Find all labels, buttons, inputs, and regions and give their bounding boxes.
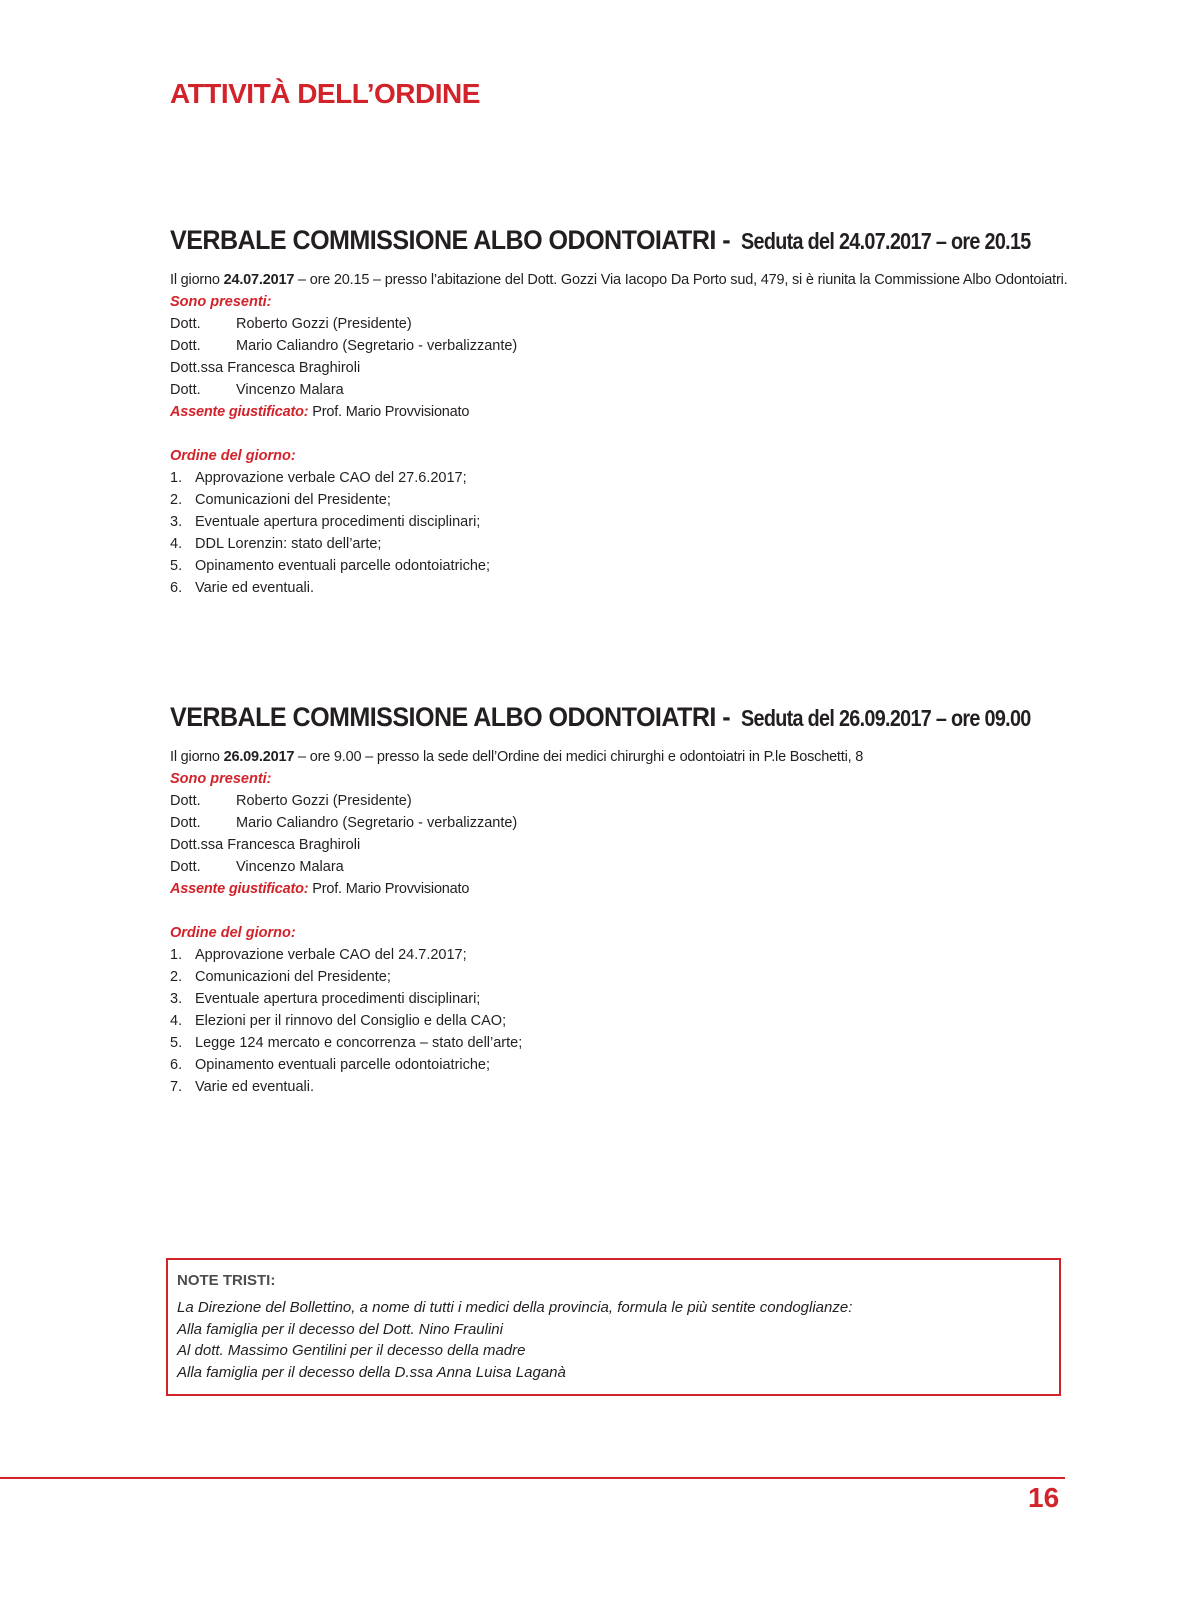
agenda-label: Ordine del giorno: [170,448,296,464]
meeting-title-main: VERBALE COMMISSIONE ALBO ODONTOIATRI - [170,702,731,732]
meeting-title-session: Seduta del 24.07.2017 – ore 20.15 [740,228,1031,254]
member-name: Vincenzo Malara [236,382,344,398]
agenda-item [170,467,1070,489]
agenda-number: 1. [170,470,183,486]
note-line: La Direzione del Bollettino, a nome di tutti i medici della provincia, formula le più sentite condoglianze: [177,1299,853,1316]
member-name: Dott.ssa Francesca Braghiroli [170,360,361,376]
page-number: 16 [1028,1482,1060,1513]
member-name: Mario Caliandro (Segretario - verbalizzante) [236,338,518,354]
agenda-number: 4. [170,536,183,552]
agenda-text: Elezioni per il rinnovo del Consiglio e della CAO; [195,1013,507,1029]
absent-label: Assente giustificato: [170,404,309,420]
intro-text: – ore 20.15 – presso l’abitazione del Dott. Gozzi Via Iacopo Da Porto sud, 479, si è riunita la Commissione Albo Odontoiatri. [294,272,1068,288]
member-name: Vincenzo Malara [236,859,344,875]
footer-divider [0,1477,1065,1479]
present-label: Sono presenti: [170,294,272,310]
meeting-title-main: VERBALE COMMISSIONE ALBO ODONTOIATRI - [170,225,731,255]
member-title: Dott. [170,382,201,398]
member-name: Roberto Gozzi (Presidente) [236,793,412,809]
intro-prefix: Il giorno [170,749,224,765]
present-member [170,856,1070,878]
condolences-note-box [166,1258,1061,1396]
agenda-number: 3. [170,514,183,530]
absent-name: Prof. Mario Provvisionato [308,404,470,420]
agenda-item [170,489,1070,511]
note-line: Alla famiglia per il decesso della D.ssa Anna Luisa Laganà [177,1363,566,1381]
member-name: Roberto Gozzi (Presidente) [236,316,412,332]
meeting-intro [170,269,1070,291]
agenda-item [170,944,1070,966]
agenda-item [170,577,1070,599]
intro-text: – ore 9.00 – presso la sede dell’Ordine dei medici chirurghi e odontoiatri in P.le Boschetti, 8 [294,749,864,765]
section-header: ATTIVITÀ DELL’ORDINE [170,78,480,109]
agenda-list [170,467,1070,599]
meeting-date: 24.07.2017 [223,272,295,288]
agenda-text: Varie ed eventuali. [195,580,315,596]
agenda-item [170,988,1070,1010]
agenda-text: Approvazione verbale CAO del 24.7.2017; [195,947,467,963]
agenda-item [170,1010,1070,1032]
meeting-date: 26.09.2017 [223,749,295,765]
agenda-item [170,555,1070,577]
agenda-number: 3. [170,991,183,1007]
present-list [170,313,1070,401]
present-member [170,812,1070,834]
agenda-number: 6. [170,1057,183,1073]
agenda-text: Comunicazioni del Presidente; [195,969,391,985]
meeting-title-session: Seduta del 26.09.2017 – ore 09.00 [740,705,1031,731]
meeting-minutes-2 [170,698,1070,1098]
agenda-text: Eventuale apertura procedimenti disciplinari; [195,514,481,530]
agenda-number: 5. [170,558,183,574]
member-title: Dott. [170,859,201,875]
agenda-text: Opinamento eventuali parcelle odontoiatriche; [195,1057,491,1073]
present-member [170,790,1070,812]
present-member [170,313,1070,335]
note-line: Al dott. Massimo Gentilini per il decesso della madre [177,1342,526,1359]
member-name: Mario Caliandro (Segretario - verbalizzante) [236,815,518,831]
member-title: Dott. [170,793,201,809]
agenda-text: Eventuale apertura procedimenti disciplinari; [195,991,481,1007]
present-label: Sono presenti: [170,771,272,787]
present-member [170,335,1070,357]
present-member [170,834,1070,856]
agenda-text: Approvazione verbale CAO del 27.6.2017; [195,470,467,486]
agenda-item [170,1054,1070,1076]
absent-label: Assente giustificato: [170,881,309,897]
agenda-item [170,511,1070,533]
note-line: Alla famiglia per il decesso del Dott. Nino Fraulini [177,1320,503,1338]
agenda-item [170,533,1070,555]
member-title: Dott. [170,338,201,354]
member-title: Dott. [170,316,201,332]
agenda-label: Ordine del giorno: [170,925,296,941]
present-list [170,790,1070,878]
absent-name: Prof. Mario Provvisionato [308,881,470,897]
agenda-text: DDL Lorenzin: stato dell’arte; [195,536,382,552]
agenda-list [170,944,1070,1098]
present-member [170,357,1070,379]
agenda-text: Legge 124 mercato e concorrenza – stato dell’arte; [195,1035,523,1051]
member-title: Dott. [170,815,201,831]
agenda-text: Opinamento eventuali parcelle odontoiatriche; [195,558,491,574]
agenda-text: Comunicazioni del Presidente; [195,492,391,508]
present-member [170,379,1070,401]
member-name: Dott.ssa Francesca Braghiroli [170,837,361,853]
agenda-number: 6. [170,580,183,596]
agenda-number: 7. [170,1079,183,1095]
absent-line [170,878,1070,900]
agenda-number: 1. [170,947,183,963]
agenda-number: 2. [170,492,183,508]
agenda-item [170,966,1070,988]
absent-line [170,401,1070,423]
agenda-number: 2. [170,969,183,985]
note-title: NOTE TRISTI: [177,1272,276,1289]
agenda-item [170,1032,1070,1054]
meeting-minutes-1 [170,221,1070,599]
intro-prefix: Il giorno [170,272,224,288]
agenda-item [170,1076,1070,1098]
meeting-intro [170,746,1070,768]
agenda-number: 4. [170,1013,183,1029]
meeting-title [170,221,1070,261]
agenda-text: Varie ed eventuali. [195,1079,315,1095]
agenda-number: 5. [170,1035,183,1051]
meeting-title [170,698,1070,738]
